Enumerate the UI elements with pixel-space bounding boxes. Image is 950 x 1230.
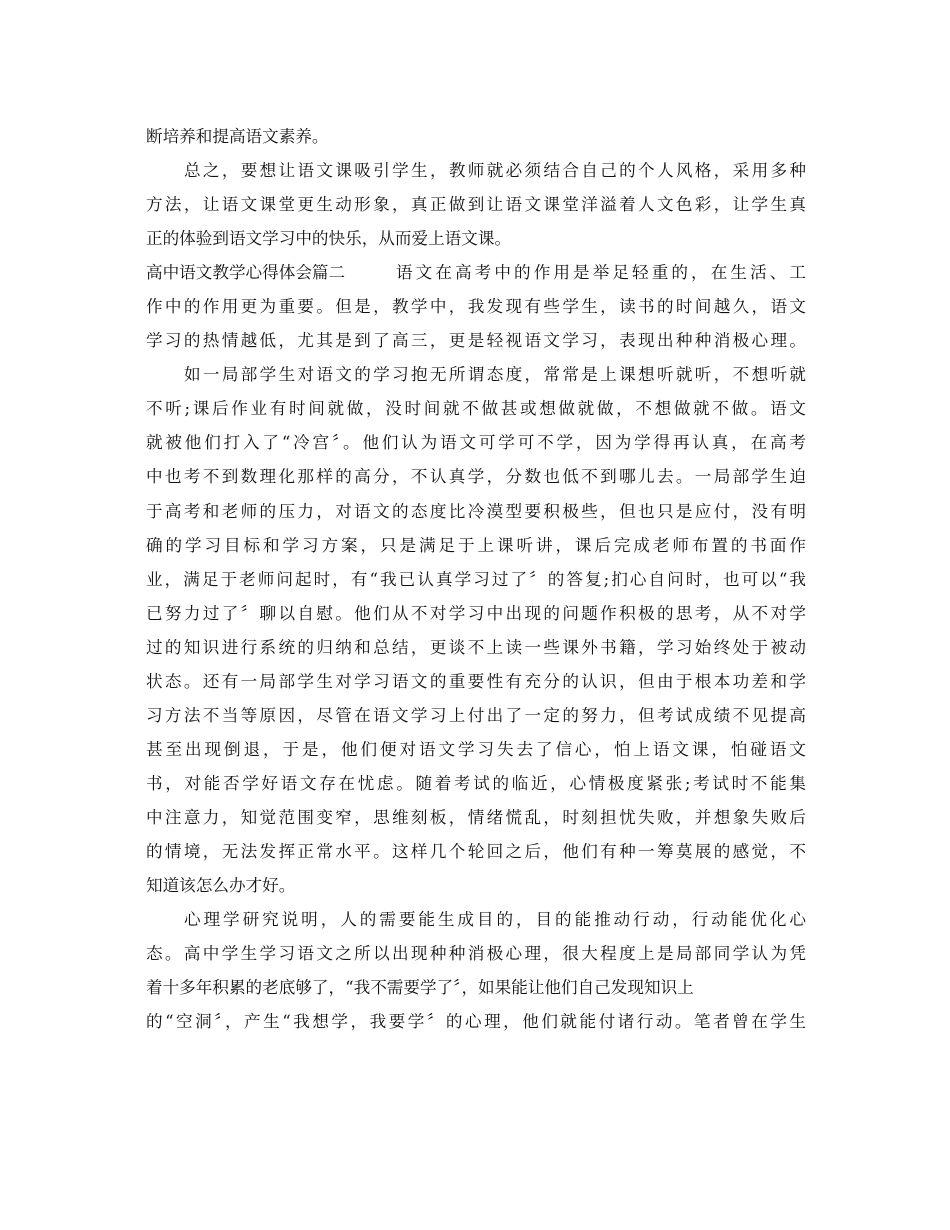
- section-heading: 高中语文教学心得体会篇二: [146, 263, 346, 283]
- text-line: 语文在高考中的作用是举足轻重的，在生活、工: [396, 263, 806, 283]
- text-line: 着十多年积累的老底够了，“我不需要学了〞，如果能让他们自己发现知识上: [146, 978, 694, 998]
- body-text: [146, 120, 806, 1039]
- text-line: 心理学研究说明，人的需要能生成目的，目的能推动行动，行动能优化心: [184, 910, 806, 930]
- text-line: 书，对能否学好语文存在忧虑。随着考试的临近，心情极度紧张;考试时不能集: [146, 773, 806, 793]
- text-line: 习方法不当等原因，尽管在语文学习上付出了一定的努力，但考试成绩不见提高: [146, 705, 806, 725]
- text-line: 知道该怎么办才好。: [146, 876, 296, 896]
- text-line: 断培养和提高语文素养。: [146, 127, 329, 146]
- text-line: 就被他们打入了“冷宫〞。他们认为语文可学可不学，因为学得再认真，在高考: [146, 433, 806, 453]
- text-line: 中也考不到数理化那样的高分，不认真学，分数也低不到哪儿去。一局部学生迫: [146, 467, 806, 487]
- text-line: 甚至出现倒退，于是，他们便对语文学习失去了信心，怕上语文课，怕碰语文: [146, 739, 806, 759]
- text-line: 不听;课后作业有时间就做，没时间就不做甚或想做就做，不想做就不做。语文: [146, 399, 806, 419]
- text-line: 的“空洞〞，产生“我想学，我要学〞的心理，他们就能付诸行动。笔者曾在学生: [146, 1012, 806, 1032]
- text-line: 总之，要想让语文课吸引学生，教师就必须结合自己的个人风格，采用多种: [184, 161, 806, 181]
- text-line: 已努力过了〞聊以自慰。他们从不对学习中出现的问题作积极的思考，从不对学: [146, 603, 806, 623]
- text-line: 学习的热情越低，尤其是到了高三，更是轻视语文学习，表现出种种消极心理。: [146, 331, 806, 351]
- text-line: 如一局部学生对语文的学习抱无所谓态度，常常是上课想听就听，不想听就: [184, 365, 806, 385]
- text-line: 作中的作用更为重要。但是，教学中，我发现有些学生，读书的时间越久，语文: [146, 297, 806, 317]
- text-line: 正的体验到语文学习中的快乐，从而爱上语文课。: [146, 229, 512, 249]
- text-line: 过的知识进行系统的归纳和总结，更谈不上读一些课外书籍，学习始终处于被动: [146, 637, 806, 657]
- text-line: 方法，让语文课堂更生动形象，真正做到让语文课堂洋溢着人文色彩，让学生真: [146, 195, 806, 215]
- section-heading-line: [146, 256, 806, 290]
- text-line: 确的学习目标和学习方案，只是满足于上课听讲，课后完成老师布置的书面作: [146, 535, 806, 555]
- text-line: 的情境，无法发挥正常水平。这样几个轮回之后，他们有种一筹莫展的感觉，不: [146, 841, 806, 861]
- text-line: 态。高中学生学习语文之所以出现种种消极心理，很大程度上是局部同学认为凭: [146, 944, 806, 964]
- text-line: 业，满足于老师问起时，有“我已认真学习过了〞的答复;扪心自问时，也可以“我: [146, 569, 806, 589]
- text-line: 中注意力，知觉范围变窄，思维刻板，情绪慌乱，时刻担忧失败，并想象失败后: [146, 807, 806, 827]
- text-line: 状态。还有一局部学生对学习语文的重要性有充分的认识，但由于根本功差和学: [146, 671, 806, 691]
- text-line: 于高考和老师的压力，对语文的态度比冷漠型要积极些，但也只是应付，没有明: [146, 501, 806, 521]
